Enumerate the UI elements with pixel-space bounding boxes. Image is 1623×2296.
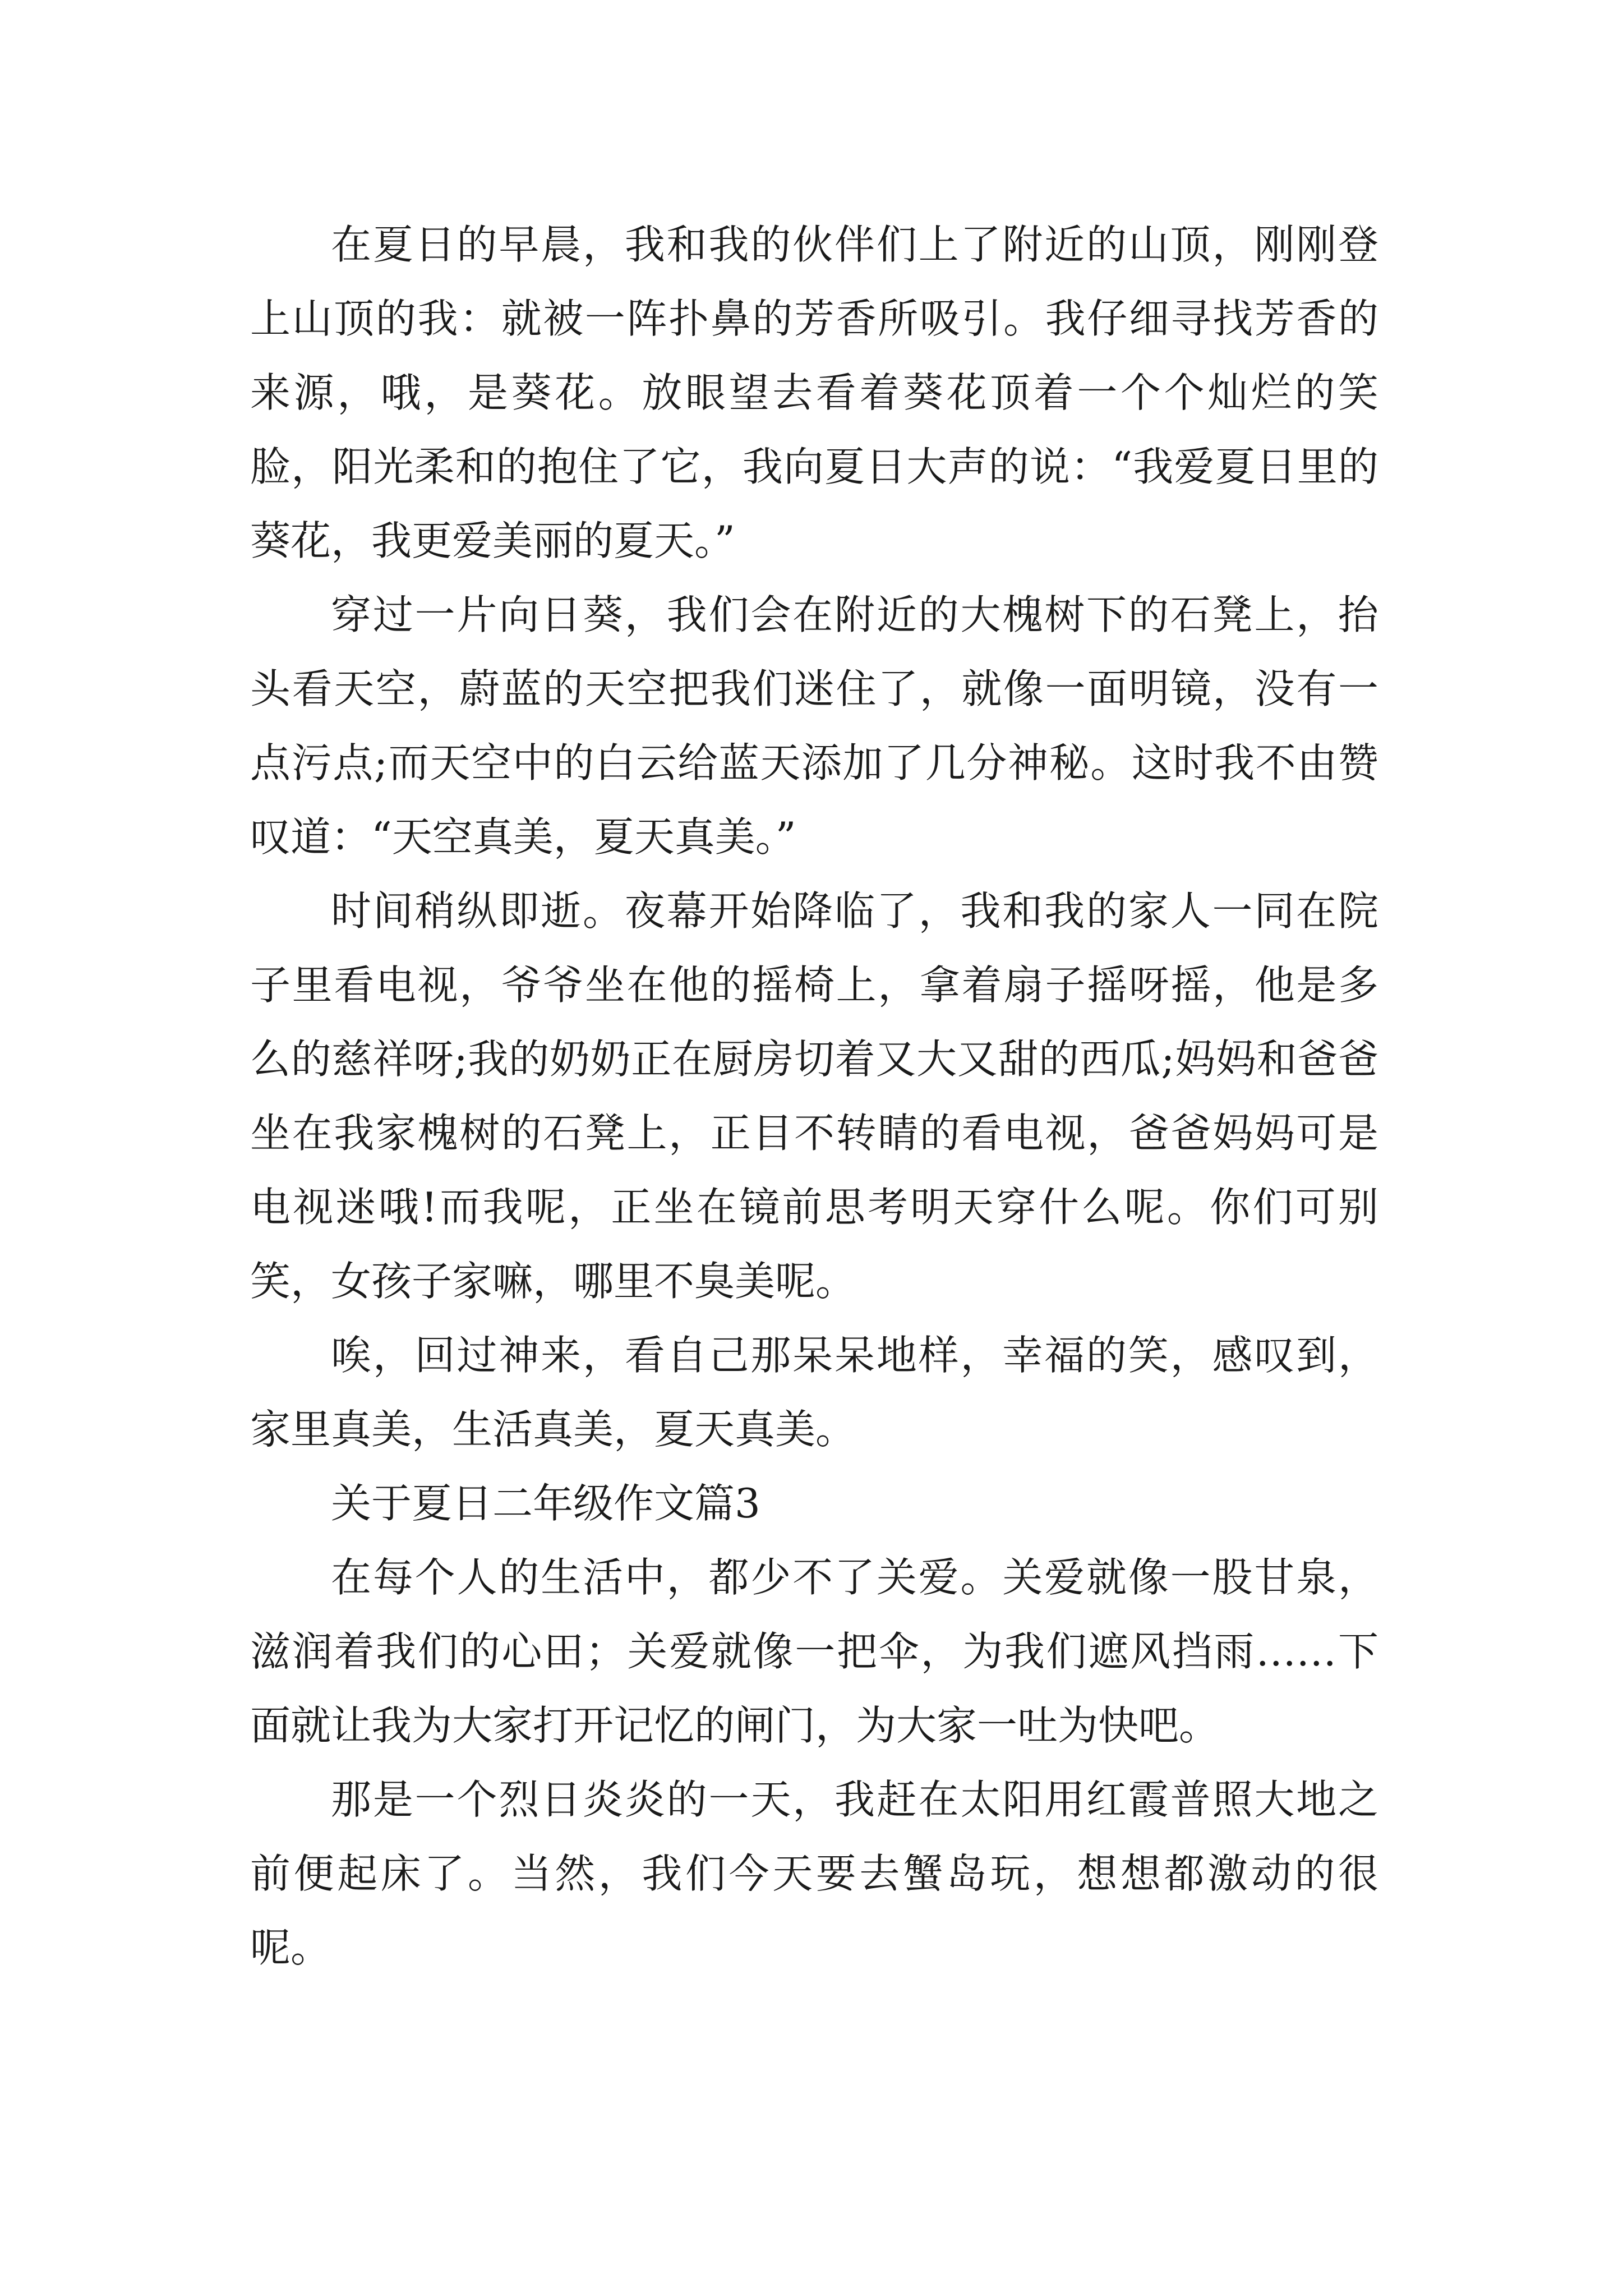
paragraph-1: 在夏日的早晨，我和我的伙伴们上了附近的山顶，刚刚登上山顶的我：就被一阵扑鼻的芳香所吸引。我仔细寻找芳香的来源，哦，是葵花。放眼望去看着葵花顶着一个个灿烂的笑脸，阳光柔和的抱住了它，我向夏日大声的说：“我爱夏日里的葵花，我更爱美丽的夏天。” [250, 221, 1378, 564]
paragraph-3: 时间稍纵即逝。夜幕开始降临了，我和我的家人一同在院子里看电视，爷爷坐在他的摇椅上，拿着扇子摇呀摇，他是多么的慈祥呀;我的奶奶正在厨房切着又大又甜的西瓜;妈妈和爸爸坐在我家槐树的石凳上，正目不转睛的看电视，爸爸妈妈可是电视迷哦!而我呢，正坐在镜前思考明天穿什么呢。你们可别笑，女孩子家嘛，哪里不臭美呢。 [250, 887, 1378, 1305]
section-heading: 关于夏日二年级作文篇3 [331, 1480, 760, 1527]
paragraph-2: 穿过一片向日葵，我们会在附近的大槐树下的石凳上，抬头看天空，蔚蓝的天空把我们迷住了，就像一面明镜，没有一点污点;而天空中的白云给蓝天添加了几分神秘。这时我不由赞叹道：“天空真美，夏天真美。” [250, 591, 1378, 861]
paragraph-4: 唉，回过神来，看自己那呆呆地样，幸福的笑，感叹到，家里真美，生活真美，夏天真美。 [250, 1332, 1378, 1453]
paragraph-5: 在每个人的生活中，都少不了关爱。关爱就像一股甘泉，滋润着我们的心田；关爱就像一把伞，为我们遮风挡雨……下面就让我为大家打开记忆的闸门，为大家一吐为快吧。 [250, 1554, 1378, 1749]
document-body [250, 208, 1378, 1985]
paragraph-6: 那是一个烈日炎炎的一天，我赶在太阳用红霞普照大地之前便起床了。当然，我们今天要去蟹岛玩，想想都激动的很呢。 [250, 1776, 1378, 1971]
